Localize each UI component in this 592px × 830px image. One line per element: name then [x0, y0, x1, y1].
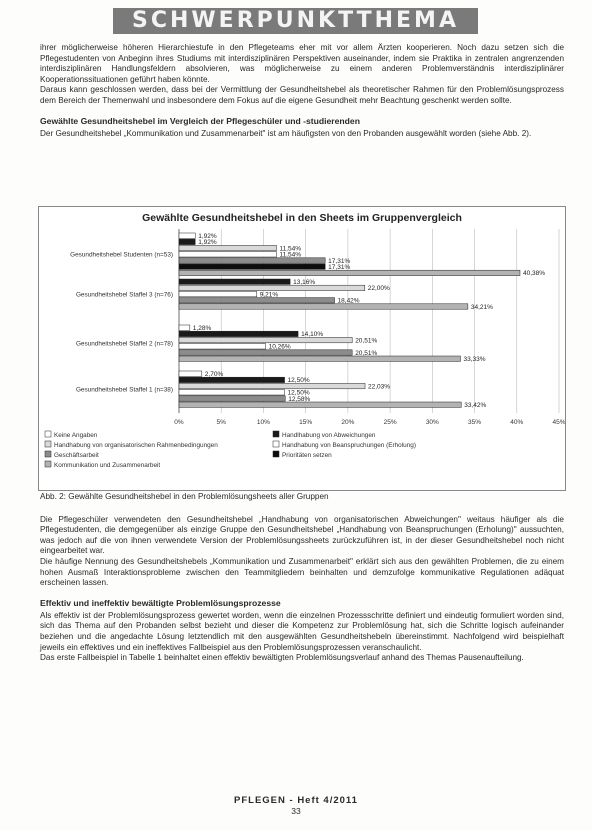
- bar-chart: [39, 207, 565, 490]
- bar: [179, 396, 285, 401]
- legend-label: Handhabung von organisatorischen Rahmenbedingungen: [54, 441, 218, 449]
- bar-data-label: 13,16%: [293, 279, 316, 286]
- section-2-paragraph-1: Als effektiv ist der Problemlösungsprozess gewertet worden, wenn die einzelnen Prozessschritte definiert und eindeutig formuliert worden sind, sich das Thema auf den Probanden selbst bezieht und dieser die Kompetenz zur Problemlösung hat, sich die Schritte logisch aufeinander beziehen und die angedachte Lösung letztendlich mit den ausgewählten Gesundheitshebeln übereinstimmt. Nachfolgend wird beispielhaft jeweils ein effektives und ein ineffektives Fallbeispiel aus den Problemlösungsprozessen veranschaulicht.: [40, 610, 564, 652]
- figure-caption: Abb. 2: Gewählte Gesundheitshebel in den Problemlösungsheets aller Gruppen: [40, 492, 329, 501]
- bar: [179, 270, 520, 275]
- section-banner: SCHWERPUNKTTHEMA: [113, 8, 478, 34]
- x-tick-label: 30%: [425, 419, 439, 426]
- body-paragraph-2: Die häufige Nennung des Gesundheitshebels „Kommunikation und Zusammenarbeit" erklärt sich aus den gewählten Problemen, die zu einem hohen Ausmaß Interaktionsprobleme zwischen den Teammitgliedern beinhalten und demzufolge kommunikative Regulationen adäquat erscheinen lassen.: [40, 556, 564, 588]
- bar-data-label: 22,03%: [368, 383, 391, 391]
- category-label: Gesundheitshebel Staffel 1 (n=38): [75, 386, 173, 394]
- legend-swatch: [45, 431, 51, 437]
- bar-data-label: 12,58%: [288, 395, 311, 403]
- bar: [179, 331, 298, 336]
- bar-data-label: 1,92%: [198, 233, 217, 240]
- legend-label: Keine Angaben: [54, 431, 98, 439]
- bar-data-label: 20,51%: [355, 337, 378, 345]
- x-tick-label: 10%: [256, 419, 270, 426]
- bar-data-label: 14,10%: [301, 331, 324, 339]
- bar-data-label: 9,21%: [259, 291, 279, 299]
- chart-frame: [38, 206, 566, 491]
- bar-data-label: 33,42%: [464, 402, 487, 409]
- bar: [179, 337, 352, 342]
- bar-data-label: 17,31%: [328, 257, 351, 265]
- bar: [179, 279, 290, 284]
- bar-data-label: 18,42%: [337, 297, 360, 305]
- page-number: 33: [291, 806, 301, 816]
- bar-data-label: 20,51%: [355, 349, 378, 357]
- legend-label: Prioritäten setzen: [282, 451, 332, 459]
- bar: [179, 258, 325, 263]
- chart-title: Gewählte Gesundheitshebel in den Sheets im Gruppenvergleich: [142, 212, 462, 224]
- x-tick-label: 35%: [468, 419, 482, 426]
- legend-label: Handlhabung von Abweichungen: [282, 431, 376, 439]
- legend-swatch: [273, 441, 279, 447]
- bar-data-label: 12,50%: [287, 377, 310, 385]
- bar: [179, 252, 276, 257]
- x-tick-label: 40%: [510, 419, 524, 426]
- bar-data-label: 33,33%: [463, 356, 486, 363]
- lower-text: [40, 492, 564, 664]
- body-paragraph-1: Die Pflegeschüler verwendeten den Gesundheitshebel „Handhabung von organisatorischen Abweichungen" weitaus häufiger als die Pflegestudenten, die demgegenüber als einzige Gruppe den Gesundheitshebel „Handhabung von Beanspruchungen (Erholung)" aussuchten, was jedoch auf die von ihnen verwendete Version der Problemlösungssheets zurückzuführen ist, in der dieser Gesundheitshebel noch nicht eingearbeitet war.: [40, 514, 564, 556]
- bar: [179, 245, 276, 250]
- bar: [179, 239, 195, 244]
- bar-data-label: 2,70%: [204, 371, 224, 378]
- category-label: Gesundheitshebel Studenten (n=53): [70, 251, 173, 259]
- x-tick-label: 0%: [174, 419, 184, 426]
- x-tick-label: 45%: [552, 419, 565, 426]
- legend-swatch: [45, 451, 51, 457]
- section-2-paragraph-2: Das erste Fallbeispiel in Tabelle 1 beinhaltet einen effektiv bewältigten Problemlösungsverlauf anhand des Themas Pausenaufteilung.: [40, 653, 524, 663]
- bar-data-label: 1,28%: [192, 325, 212, 332]
- intro-block: [40, 43, 564, 139]
- bar-data-label: 22,00%: [367, 285, 390, 293]
- bar: [179, 356, 460, 361]
- bar: [179, 264, 325, 269]
- legend-label: Geschäftsarbeit: [54, 451, 99, 459]
- bar-data-label: 11,54%: [279, 245, 302, 253]
- section-heading-1: Gewählte Gesundheitshebel im Vergleich der Pflegeschüler und -studierenden: [40, 115, 360, 126]
- legend-swatch: [273, 451, 279, 457]
- bar: [179, 377, 285, 382]
- bar-data-label: 10,26%: [268, 343, 291, 351]
- legend-swatch: [45, 441, 51, 447]
- bar-data-label: 1,92%: [198, 239, 217, 247]
- bar-data-label: 17,31%: [328, 264, 351, 271]
- bar: [179, 233, 195, 238]
- bar: [179, 325, 190, 330]
- legend-swatch: [45, 461, 51, 467]
- bar: [179, 371, 202, 376]
- bar: [179, 304, 468, 309]
- bar: [179, 390, 285, 395]
- x-tick-label: 25%: [383, 419, 397, 426]
- x-tick-label: 15%: [299, 419, 313, 426]
- page-footer: [0, 795, 592, 816]
- intro-paragraph-1: ihrer möglicherweise höheren Hierarchiestufe in den Pflegeteams eher mit vor allem Ärzten kooperieren. Noch dazu setzen sich die Pflegestudenten von Anbeginn ihres Studiums mit interdisziplinären Perspektiven auseinander, indem sie Praktika in zentralen angrenzenden interdisziplinären Handlungsfeldern absolvieren, was möglicherweise zu einem anderen Problemverständnis interdisziplinärer Kooperationssituationen geführt haben könnte.: [40, 43, 564, 84]
- bar: [179, 383, 365, 388]
- bar: [179, 291, 257, 296]
- category-label: Gesundheitshebel Staffel 2 (n=78): [75, 340, 173, 348]
- category-label: Gesundheitshebel Staffel 3 (n=76): [75, 291, 173, 299]
- legend-label: Handhabung von Beanspruchungen (Erholung): [282, 441, 416, 449]
- bar-data-label: 12,50%: [287, 389, 310, 397]
- legend-label: Kommunikation und Zusammenarbeit: [54, 461, 161, 469]
- section-1-text: Der Gesundheitshebel „Kommunikation und Zusammenarbeit" ist am häufigsten von den Probanden ausgewählt worden (siehe Abb. 2).: [40, 128, 532, 138]
- x-tick-label: 20%: [341, 419, 355, 426]
- bar: [179, 402, 461, 407]
- intro-paragraph-2: Daraus kann geschlossen werden, dass bei der Vermittlung der Gesundheitshebel als theoretischer Rahmen für den Problemlösungsprozess dem Bereich der Themenwahl und insbesondere dem Fokus auf die eigene Gesundheit mehr Beachtung geschenkt werden sollte.: [40, 85, 564, 105]
- bar-data-label: 40,38%: [522, 270, 546, 278]
- bar: [179, 344, 266, 349]
- bar: [179, 285, 365, 290]
- x-tick-label: 5%: [216, 419, 226, 426]
- bar-data-label: 11,54%: [279, 251, 302, 259]
- bar: [179, 350, 352, 355]
- journal-name: PFLEGEN - Heft 4/2011: [234, 795, 358, 806]
- bar: [179, 298, 335, 303]
- bar-data-label: 34,21%: [470, 303, 493, 311]
- section-heading-2: Effektiv und ineffektiv bewältigte Problemlösungsprozesse: [40, 597, 281, 608]
- legend-swatch: [273, 431, 279, 437]
